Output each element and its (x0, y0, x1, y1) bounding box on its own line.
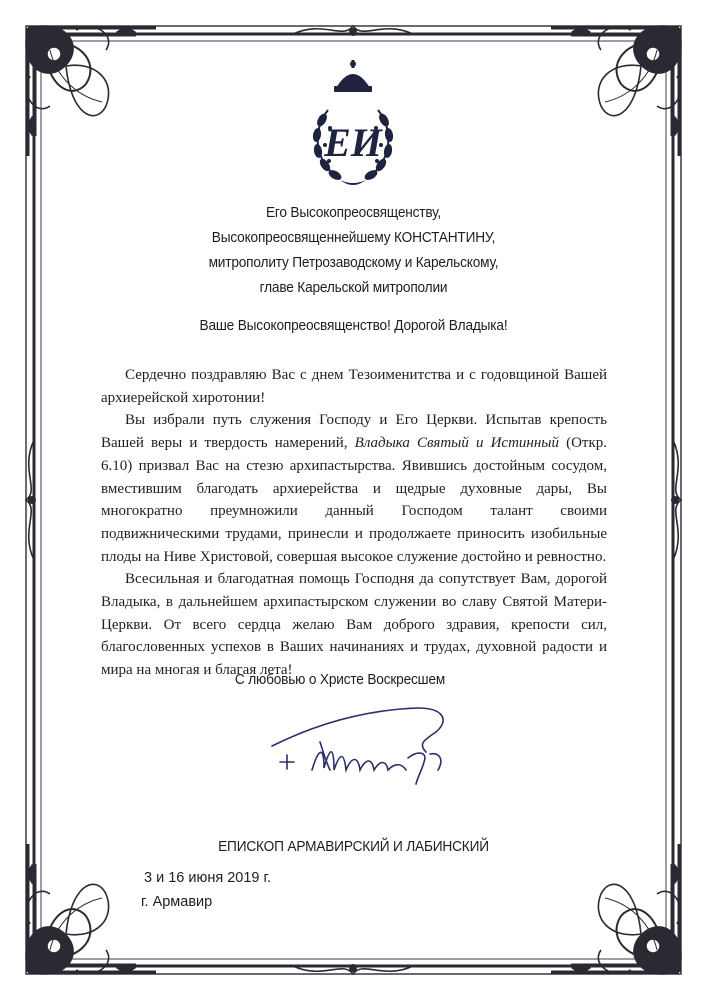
crown-icon (334, 60, 372, 92)
paragraph-2 (101, 409, 607, 568)
letter-date: 3 и 16 июня 2019 г. (144, 870, 272, 886)
greeting: Ваше Высокопреосвященство! Дорогой Владыка! (199, 317, 508, 334)
paragraph-3: Всесильная и благодатная помощь Господня да сопутствует Вам, дорогой Владыка, в дальнейшем архипастырском служении во славу Святой Матери-Церкви. От всего сердца желаю Вам доброго здравия, крепости сил, благословенных успехов в Ваших начинаниях и трудах, духовной радости и мира на многая и благая лета! (101, 571, 607, 679)
letter-body (101, 364, 607, 682)
scripture-quote: Владыка Святый и Истинный (354, 435, 559, 452)
bishop-title: ЕПИСКОП АРМАВИРСКИЙ И ЛАБИНСКИЙ (218, 838, 489, 855)
paragraph-2-part-b: (Откр. 6.10) призвал Вас на стезю архипастырства. Явившись достойным сосудом, вместившим благодать архиерейства и щедрые духовные дары, Вы многократно преумножили данный Господом талант своими подвижническими трудами, принесли и продолжаете приносить изобильные плоды на Ниве Христовой, совершая высокое служение достойно и ревностно. (101, 435, 607, 565)
letter-city: г. Армавир (141, 894, 213, 910)
signature-icon (268, 700, 468, 790)
closing-phrase: С любовью о Христе Воскресшем (234, 671, 446, 688)
addressee-line-3: митрополиту Петрозаводскому и Карельскому, (208, 254, 499, 271)
addressee-line-1: Его Высокопреосвященству, (265, 204, 442, 221)
addressee-line-4: главе Карельской митрополии (259, 279, 448, 296)
crest-monogram: ЕИ (324, 120, 382, 165)
addressee-line-2: Высокопреосвященнейшему КОНСТАНТИНУ, (211, 229, 496, 246)
paragraph-1: Сердечно поздравляю Вас с днем Тезоименитства и с годовщиной Вашей архиерейской хиротонии! (101, 367, 607, 406)
paragraph-2-part-a: Вы избрали путь служения Господу и Его Церкви. Испытав крепость Вашей веры и твердость намерений, (101, 412, 607, 452)
episcopal-crest-icon (298, 60, 408, 200)
